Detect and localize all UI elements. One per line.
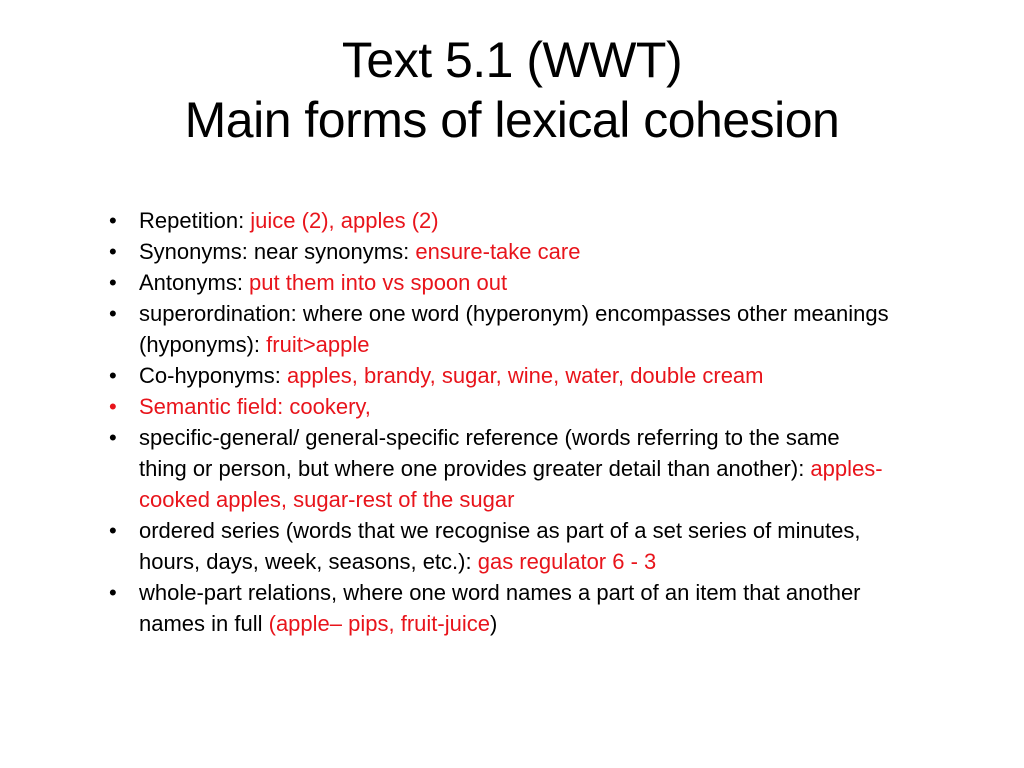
title-line-2: Main forms of lexical cohesion <box>184 92 840 148</box>
bullet-item <box>109 422 889 515</box>
example-text: fruit>apple <box>266 332 370 357</box>
example-text: (apple– pips, fruit-juice <box>268 611 490 636</box>
example-text: apples, brandy, sugar, wine, water, double cream <box>286 363 764 388</box>
bullet-item <box>109 391 889 422</box>
bullet-item <box>109 205 889 236</box>
slide-title <box>0 30 1024 150</box>
bullet-dot-icon: • <box>109 580 117 605</box>
description-text: ) <box>489 611 498 636</box>
example-text: ensure-take care <box>415 239 581 264</box>
bullet-dot-icon: • <box>109 518 117 543</box>
example-text: apples-cooked apples, sugar-rest of the sugar <box>139 456 883 512</box>
bullet-dot-icon: • <box>109 301 117 326</box>
example-text: Semantic field: cookery, <box>139 394 371 419</box>
bullet-dot-icon: • <box>109 425 117 450</box>
example-text: juice (2), apples (2) <box>250 208 439 233</box>
description-text: Antonyms: <box>139 270 250 295</box>
bullet-item <box>109 515 889 577</box>
bullet-dot-icon: • <box>109 394 117 419</box>
example-text: put them into vs spoon out <box>249 270 508 295</box>
description-text: ordered series (words that we recognise as part of a set series of minutes, hours, days, week, seasons, etc.): <box>139 518 861 574</box>
bullet-list <box>109 205 889 639</box>
bullet-item <box>109 577 889 639</box>
bullet-item <box>109 298 889 360</box>
bullet-dot-icon: • <box>109 363 117 388</box>
description-text: Repetition: <box>139 208 251 233</box>
title-line-1: Text 5.1 (WWT) <box>341 32 683 88</box>
bullet-item <box>109 360 889 391</box>
bullet-dot-icon: • <box>109 270 117 295</box>
bullet-dot-icon: • <box>109 239 117 264</box>
description-text: Co-hyponyms: <box>139 363 287 388</box>
bullet-item <box>109 267 889 298</box>
bullet-item <box>109 236 889 267</box>
description-text: specific-general/ general-specific reference (words referring to the same thing or person, but where one provides greater detail than another): <box>139 425 840 481</box>
example-text: gas regulator 6 - 3 <box>477 549 657 574</box>
bullet-dot-icon: • <box>109 208 117 233</box>
description-text: superordination: where one word (hyperonym) encompasses other meanings (hyponyms): <box>139 301 889 357</box>
description-text: Synonyms: near synonyms: <box>139 239 416 264</box>
description-text: whole-part relations, where one word names a part of an item that another names in full <box>139 580 861 636</box>
